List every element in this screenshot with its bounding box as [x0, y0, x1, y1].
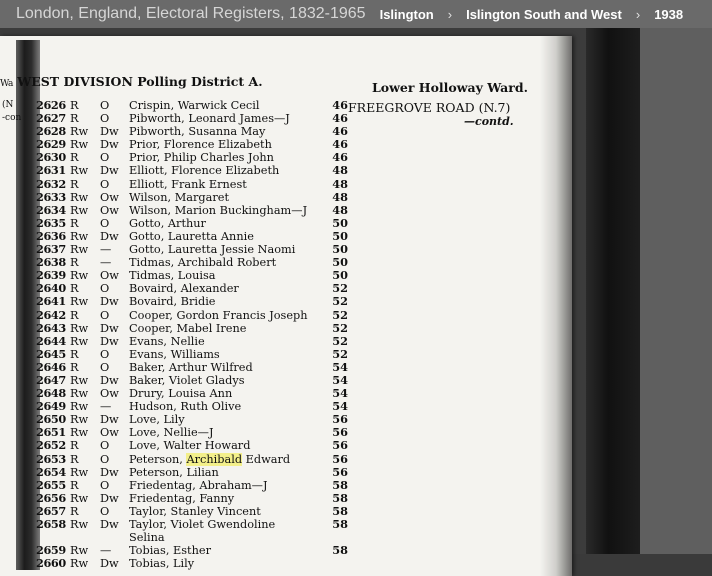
elector-row	[0, 348, 540, 361]
elector-name: Taylor, Violet Gwendoline	[129, 518, 276, 531]
house-number: 52	[332, 320, 348, 335]
elector-name: Gotto, Lauretta Jessie Naomi	[129, 243, 296, 257]
occupation-code: Dw	[100, 229, 119, 243]
elector-row	[0, 230, 540, 243]
ward-heading: Lower Holloway Ward.	[372, 80, 528, 95]
occupation-code: Dw	[100, 518, 119, 531]
house-number: 48	[332, 202, 348, 217]
elector-number: 2632	[36, 176, 66, 191]
occupation-code: Dw	[100, 334, 119, 348]
house-number: 56	[332, 438, 348, 453]
elector-name: Crispin, Warwick Cecil	[129, 99, 260, 112]
elector-name: Love, Nellie—J	[129, 426, 214, 440]
elector-number: 2654	[36, 464, 66, 479]
scan-shadow	[586, 28, 642, 554]
elector-name: Gotto, Arthur	[129, 216, 206, 230]
qualification-code: Rw	[70, 295, 89, 309]
elector-row	[0, 164, 540, 177]
elector-number: 2645	[36, 346, 66, 361]
qualification-code: Rw	[70, 125, 89, 139]
elector-name: Prior, Florence Elizabeth	[129, 138, 272, 152]
occupation-code: Dw	[100, 164, 119, 178]
elector-number: 2631	[36, 163, 66, 178]
qualification-code: Rw	[70, 426, 89, 440]
house-number: 52	[332, 307, 348, 322]
house-number: 56	[332, 464, 348, 479]
house-number: 58	[332, 503, 348, 518]
qualification-code: R	[70, 151, 79, 165]
elector-name: Wilson, Marion Buckingham—J	[129, 203, 308, 217]
elector-number: 2634	[36, 202, 66, 217]
elector-row	[0, 426, 540, 439]
occupation-code: Dw	[100, 373, 119, 387]
qualification-code: R	[70, 99, 79, 112]
search-highlight: Archibald	[186, 452, 243, 466]
elector-row	[0, 531, 540, 544]
house-number: 50	[332, 255, 348, 270]
occupation-code: O	[100, 347, 110, 361]
house-number: 52	[332, 294, 348, 309]
breadcrumb-item-borough[interactable]: Islington	[379, 6, 434, 22]
occupation-code: Dw	[100, 413, 119, 427]
margin-note: -con	[2, 113, 22, 123]
elector-number: 2638	[36, 255, 66, 270]
elector-number: 2644	[36, 333, 66, 348]
qualification-code: Rw	[70, 491, 89, 505]
occupation-code: O	[100, 112, 110, 126]
occupation-code: —	[100, 243, 112, 257]
qualification-code: R	[70, 112, 79, 126]
qualification-code: R	[70, 177, 79, 191]
elector-name: Baker, Arthur Wilfred	[129, 360, 253, 374]
house-number: 58	[332, 490, 348, 505]
qualification-code: Rw	[70, 269, 89, 283]
elector-row	[0, 413, 540, 426]
elector-name: Taylor, Stanley Vincent	[129, 504, 261, 518]
elector-row	[0, 361, 540, 374]
elector-number: 2659	[36, 543, 66, 558]
house-number: 48	[332, 189, 348, 204]
occupation-code: O	[100, 177, 110, 191]
elector-name: Prior, Philip Charles John	[129, 151, 274, 165]
division-heading	[0, 74, 263, 89]
house-number: 52	[332, 333, 348, 348]
qualification-code: Rw	[70, 413, 89, 427]
occupation-code: O	[100, 452, 110, 466]
occupation-code: —	[100, 544, 112, 558]
house-number: 50	[332, 268, 348, 283]
elector-row	[0, 466, 540, 479]
elector-row	[0, 269, 540, 282]
elector-row	[0, 518, 540, 531]
qualification-code: R	[70, 216, 79, 230]
qualification-code: R	[70, 439, 79, 453]
elector-name: Love, Lily	[129, 413, 185, 427]
house-number: 46	[332, 98, 348, 112]
elector-row	[0, 204, 540, 217]
elector-name: Drury, Louisa Ann	[129, 387, 233, 401]
elector-number: 2639	[36, 268, 66, 283]
elector-number: 2653	[36, 451, 66, 466]
elector-number: 2650	[36, 412, 66, 427]
elector-name: Elliott, Florence Elizabeth	[129, 164, 280, 178]
occupation-code: O	[100, 360, 110, 374]
elector-row	[0, 400, 540, 413]
elector-number: 2646	[36, 359, 66, 374]
qualification-code: Rw	[70, 465, 89, 479]
occupation-code: O	[100, 308, 110, 322]
house-number: 54	[332, 386, 348, 401]
occupation-code: O	[100, 478, 110, 492]
occupation-code: O	[100, 504, 110, 518]
elector-row	[0, 439, 540, 452]
occupation-code: Dw	[100, 491, 119, 505]
house-number: 54	[332, 399, 348, 414]
qualification-code: Rw	[70, 387, 89, 401]
margin-note: (N	[2, 100, 14, 110]
qualification-code: Rw	[70, 203, 89, 217]
elector-number: 2643	[36, 320, 66, 335]
elector-number: 2636	[36, 228, 66, 243]
house-number: 46	[332, 137, 348, 152]
elector-row	[0, 178, 540, 191]
elector-row	[0, 374, 540, 387]
house-number: 54	[332, 372, 348, 387]
qualification-code: R	[70, 256, 79, 270]
elector-name: Bovaird, Alexander	[129, 282, 239, 296]
occupation-code: Dw	[100, 295, 119, 309]
occupation-code: Dw	[100, 557, 119, 571]
elector-number: 2647	[36, 372, 66, 387]
qualification-code: Rw	[70, 321, 89, 335]
house-number: 56	[332, 412, 348, 427]
occupation-code: —	[100, 256, 112, 270]
elector-number: 2655	[36, 477, 66, 492]
elector-number: 2651	[36, 425, 66, 440]
elector-name: Tobias, Lily	[129, 557, 195, 571]
qualification-code: R	[70, 282, 79, 296]
elector-number: 2660	[36, 556, 66, 571]
occupation-code: Dw	[100, 125, 119, 139]
qualification-code: Rw	[70, 518, 89, 531]
elector-row	[0, 557, 540, 570]
register-page	[0, 36, 572, 576]
elector-number: 2649	[36, 399, 66, 414]
elector-name: Pibworth, Susanna May	[129, 125, 266, 139]
elector-number: 2626	[36, 98, 66, 112]
elector-row	[0, 387, 540, 400]
house-number: 58	[332, 517, 348, 531]
elector-number: 2637	[36, 242, 66, 257]
street-contd: —contd.	[464, 115, 514, 128]
elector-number: 2648	[36, 386, 66, 401]
elector-name: Evans, Nellie	[129, 334, 205, 348]
qualification-code: Rw	[70, 164, 89, 178]
page-fold	[540, 36, 572, 576]
elector-row	[0, 138, 540, 151]
elector-name: Hudson, Ruth Olive	[129, 400, 242, 414]
elector-row	[0, 191, 540, 204]
elector-number: 2641	[36, 294, 66, 309]
elector-name: Wilson, Margaret	[129, 190, 229, 204]
occupation-code: O	[100, 99, 110, 112]
elector-list	[0, 99, 540, 570]
occupation-code: Dw	[100, 138, 119, 152]
elector-number: 2642	[36, 307, 66, 322]
elector-row	[0, 243, 540, 256]
house-number: 56	[332, 451, 348, 466]
elector-name: Elliott, Frank Ernest	[129, 177, 247, 191]
elector-row	[0, 453, 540, 466]
qualification-code: Rw	[70, 557, 89, 571]
qualification-code: Rw	[70, 334, 89, 348]
elector-row	[0, 322, 540, 335]
qualification-code: Rw	[70, 190, 89, 204]
qualification-code: R	[70, 452, 79, 466]
elector-name: Peterson, Archibald Edward	[129, 452, 291, 466]
elector-name: Tidmas, Archibald Robert	[129, 256, 277, 270]
ward-prefix: Wa	[0, 79, 13, 89]
elector-number: 2658	[36, 517, 66, 531]
house-number: 50	[332, 228, 348, 243]
elector-number: 2657	[36, 503, 66, 518]
elector-name: Bovaird, Bridie	[129, 295, 216, 309]
elector-number: 2640	[36, 281, 66, 296]
elector-row	[0, 125, 540, 138]
occupation-code: Dw	[100, 321, 119, 335]
occupation-code: O	[100, 216, 110, 230]
breadcrumb-item-year[interactable]: 1938	[654, 6, 684, 22]
elector-number: 2635	[36, 215, 66, 230]
house-number: 48	[332, 176, 348, 191]
occupation-code: Ow	[100, 387, 119, 401]
elector-row	[0, 544, 540, 557]
elector-row	[0, 217, 540, 230]
division-label: WEST DIVISION Polling District A.	[17, 74, 263, 89]
occupation-code: Ow	[100, 426, 119, 440]
elector-number: 2656	[36, 490, 66, 505]
elector-row	[0, 256, 540, 269]
elector-name: Love, Walter Howard	[129, 439, 251, 453]
qualification-code: Rw	[70, 544, 89, 558]
occupation-code: Ow	[100, 269, 119, 283]
qualification-code: R	[70, 504, 79, 518]
occupation-code: Ow	[100, 203, 119, 217]
house-number: 46	[332, 150, 348, 165]
occupation-code: Ow	[100, 190, 119, 204]
elector-name: Tidmas, Louisa	[129, 269, 216, 283]
house-number: 46	[332, 111, 348, 126]
elector-name: Tobias, Esther	[129, 544, 211, 558]
image-viewer[interactable]	[0, 28, 712, 571]
house-number: 58	[332, 477, 348, 492]
occupation-code: —	[100, 400, 112, 414]
elector-name: Friedentag, Abraham—J	[129, 478, 268, 492]
occupation-code: O	[100, 282, 110, 296]
house-number: 50	[332, 215, 348, 230]
collection-title[interactable]: London, England, Electoral Registers, 1832-1965	[16, 5, 366, 22]
viewer-side-panel	[640, 28, 712, 554]
elector-row	[0, 295, 540, 308]
elector-row	[0, 112, 540, 125]
elector-number: 2629	[36, 137, 66, 152]
house-number: 52	[332, 281, 348, 296]
elector-number: 2652	[36, 438, 66, 453]
breadcrumb-bar	[0, 0, 712, 28]
house-number: 54	[332, 359, 348, 374]
elector-name: Selina	[129, 531, 165, 545]
qualification-code: R	[70, 308, 79, 322]
elector-row	[0, 492, 540, 505]
qualification-code: Rw	[70, 373, 89, 387]
elector-name: Peterson, Lilian	[129, 465, 219, 479]
occupation-code: O	[100, 151, 110, 165]
elector-name: Cooper, Gordon Francis Joseph	[129, 308, 308, 322]
house-number: 50	[332, 242, 348, 257]
occupation-code: Dw	[100, 465, 119, 479]
house-number: 58	[332, 543, 348, 558]
chevron-right-icon: ›	[635, 6, 641, 22]
elector-name: Cooper, Mabel Irene	[129, 321, 247, 335]
qualification-code: R	[70, 360, 79, 374]
elector-row	[0, 151, 540, 164]
elector-name: Friedentag, Fanny	[129, 491, 235, 505]
elector-name: Baker, Violet Gladys	[129, 373, 245, 387]
elector-row	[0, 505, 540, 518]
elector-number: 2630	[36, 150, 66, 165]
qualification-code: R	[70, 347, 79, 361]
elector-name: Gotto, Lauretta Annie	[129, 229, 254, 243]
elector-row	[0, 479, 540, 492]
elector-row	[0, 309, 540, 322]
qualification-code: Rw	[70, 400, 89, 414]
house-number: 52	[332, 346, 348, 361]
qualification-code: Rw	[70, 243, 89, 257]
qualification-code: R	[70, 478, 79, 492]
elector-name: Evans, Williams	[129, 347, 220, 361]
elector-number: 2628	[36, 124, 66, 139]
house-number: 46	[332, 124, 348, 139]
elector-number: 2627	[36, 111, 66, 126]
elector-row	[0, 99, 540, 112]
qualification-code: Rw	[70, 138, 89, 152]
breadcrumb-item-constituency[interactable]: Islington South and West	[466, 6, 622, 22]
elector-number: 2633	[36, 189, 66, 204]
occupation-code: O	[100, 439, 110, 453]
house-number: 48	[332, 163, 348, 178]
house-number: 56	[332, 425, 348, 440]
street-name: FREEGROVE ROAD (N.7)	[348, 100, 511, 115]
elector-row	[0, 335, 540, 348]
chevron-right-icon: ›	[447, 6, 453, 22]
qualification-code: Rw	[70, 229, 89, 243]
elector-name: Pibworth, Leonard James—J	[129, 112, 290, 126]
elector-row	[0, 282, 540, 295]
